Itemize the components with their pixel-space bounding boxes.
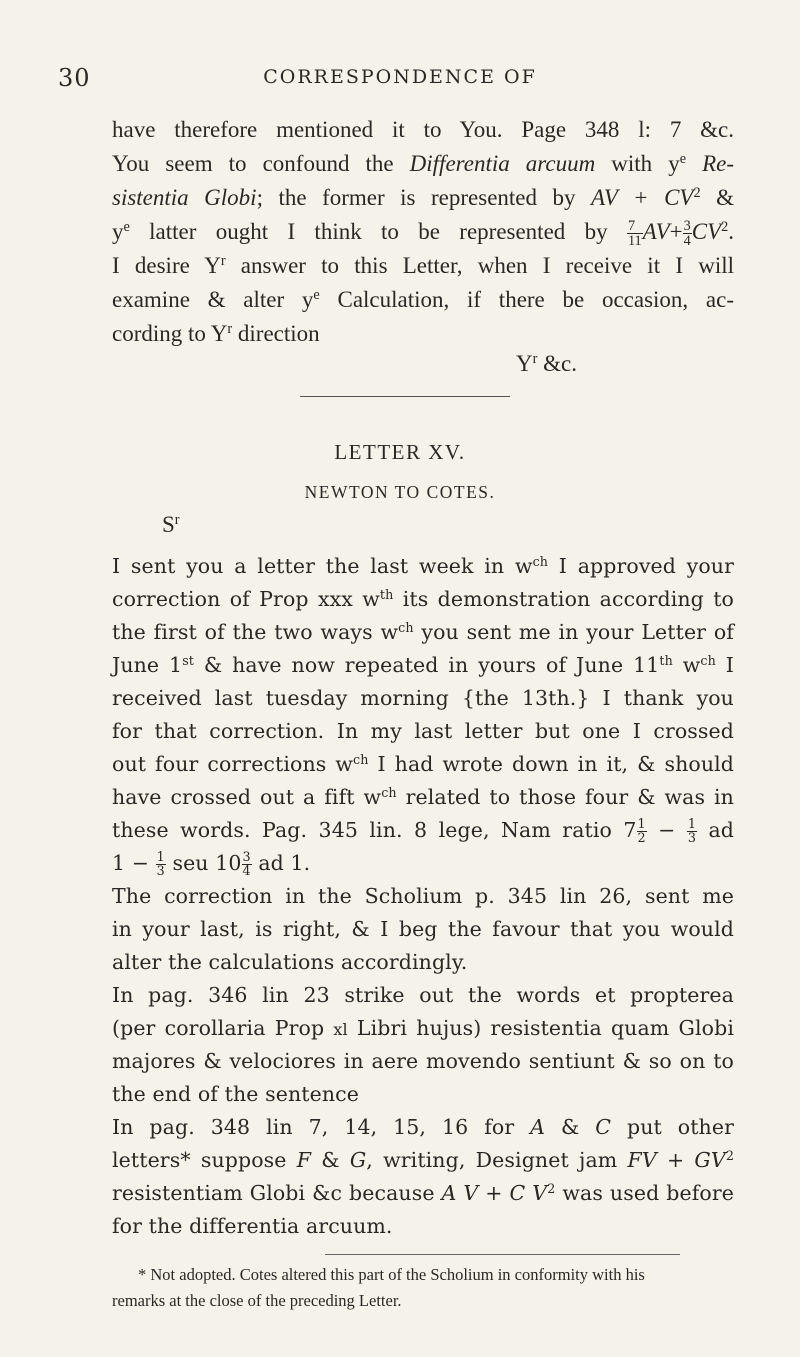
text-line: In pag. 346 lin 23 strike out the words et propterea: [112, 983, 734, 1007]
text-line: resistentiam Globi &c because A V + C $V^2$ was used before: [112, 1181, 734, 1205]
text-line: (per corollaria Prop xl Libri hujus) resistentia quam Globi: [112, 1016, 734, 1040]
text-line: 1 − $\frac{1}{3}$ seu 10 $\frac{3}{4}$ ad 1.: [112, 849, 311, 878]
running-head: CORRESPONDENCE OF: [263, 66, 537, 88]
footnote-line: remarks at the close of the preceding Letter.: [112, 1291, 402, 1310]
text-line: $y^e$ latter ought I think to be represented by $\frac{7}{11}$ AV+ $\frac{3}{4}$ $CV^2$.: [112, 217, 734, 250]
text-line: received last tuesday morning {the 13th.} I thank you: [112, 686, 734, 710]
text-line: correction of Prop xxx $w^{th}$ its demonstration according to: [112, 587, 734, 611]
text-line: in your last, is right, & I beg the favour that you would: [112, 917, 734, 941]
letter-title: LETTER XV.: [334, 440, 466, 464]
text-line: examine & alter $y^e$ Calculation, if there be occasion, ac-: [112, 287, 735, 312]
text-line: sistentia Globi; the former is represented by AV + $CV^2$ &: [112, 185, 735, 210]
fraction: $\frac{3}{4}$: [683, 217, 691, 250]
fraction: $\frac{1}{3}$: [156, 849, 165, 878]
text-line: have therefore mentioned it to You. Page 348 l: 7 &c.: [112, 117, 734, 142]
fraction: $\frac{1}{2}$: [637, 816, 646, 845]
text-line: June 1st & have now repeated in yours of June 11th $w^{ch}$ I: [112, 653, 734, 677]
text-line: these words. Pag. 345 lin. 8 lege, Nam ratio 7 $\frac{1}{2}$ − $\frac{1}{3}$ ad: [112, 816, 734, 845]
letter-subtitle: NEWTON TO COTES.: [304, 482, 496, 502]
text-line: the end of the sentence: [112, 1082, 359, 1106]
text-line: majores & velociores in aere movendo sentiunt & so on to: [112, 1049, 734, 1073]
fraction: $\frac{3}{4}$: [242, 849, 251, 878]
page-number: 30: [58, 64, 91, 92]
text-line: I sent you a letter the last week in $w^{ch}$ I approved your: [112, 554, 734, 578]
divider: [300, 396, 510, 397]
text-line: for the differentia arcuum.: [112, 1214, 393, 1238]
text-line: cording to $Y^r$ direction: [112, 321, 320, 346]
text-line: the first of the two ways $w^{ch}$ you sent me in your Letter of: [112, 620, 734, 644]
text-line: letters* suppose F & G, writing, Designet jam FV + $GV^2$: [112, 1148, 734, 1172]
footnote-divider: [325, 1254, 680, 1255]
fraction: $\frac{7}{11}$: [627, 217, 642, 250]
fraction: $\frac{1}{3}$: [687, 816, 697, 845]
text-line: for that correction. In my last letter but one I crossed: [112, 719, 734, 743]
text-line: alter the calculations accordingly.: [112, 950, 468, 974]
text-line: have crossed out a fift $w^{ch}$ related to those four & was in: [112, 785, 734, 809]
signature: $Y^r$ &c.: [516, 351, 577, 376]
text-line: You seem to confound the Differentia arcuum with $y^e$ Re-: [112, 151, 735, 176]
text-line: In pag. 348 lin 7, 14, 15, 16 for A & C put other: [112, 1115, 734, 1139]
text-line: out four corrections $w^{ch}$ I had wrote down in it, & should: [112, 752, 735, 776]
text-line: The correction in the Scholium p. 345 lin 26, sent me: [112, 884, 734, 908]
salutation: $S^r$: [162, 512, 180, 537]
footnote-line: * Not adopted. Cotes altered this part of the Scholium in conformity with his: [138, 1265, 645, 1284]
text-line: I desire $Y^r$ answer to this Letter, when I receive it I will: [112, 253, 734, 278]
